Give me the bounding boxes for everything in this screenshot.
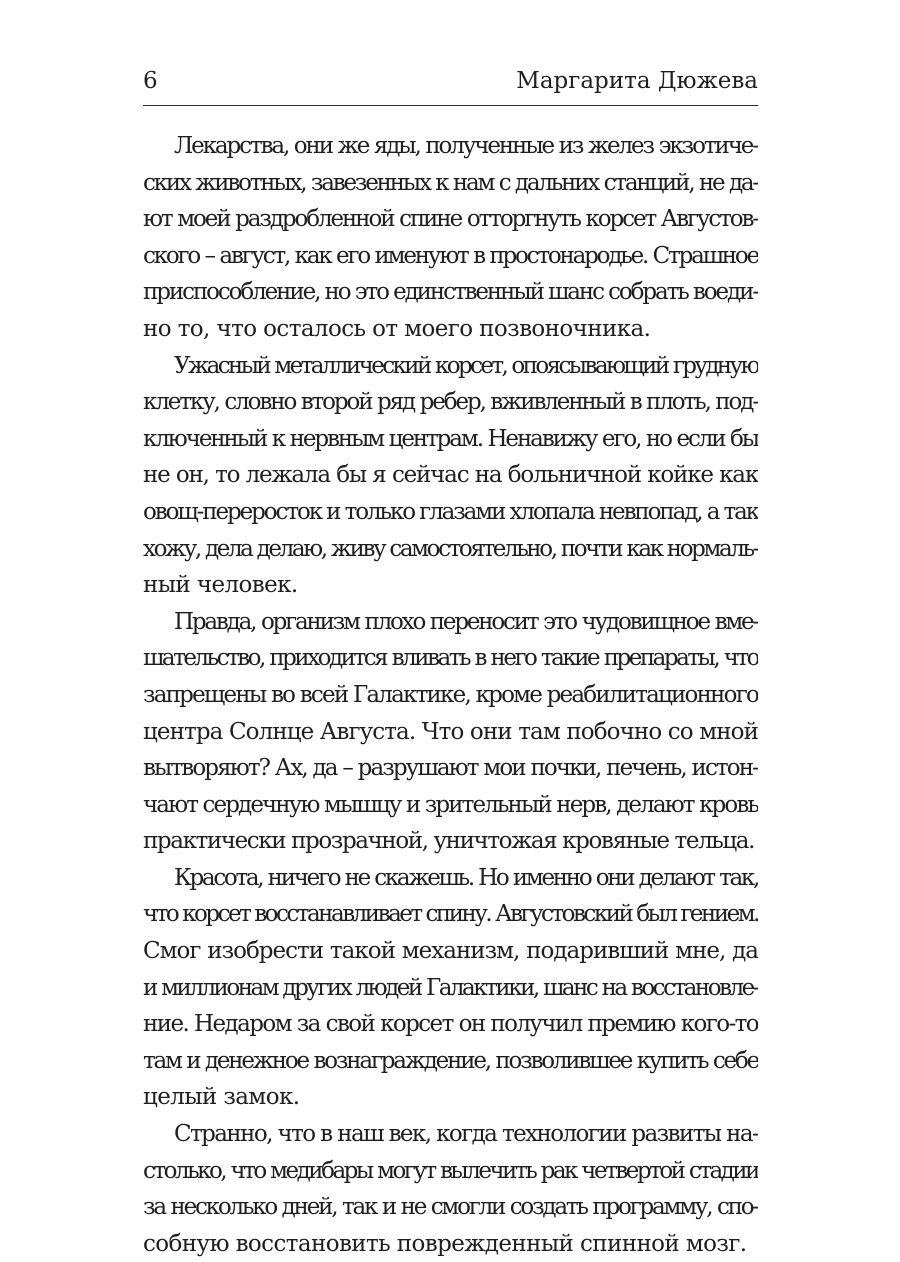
text-line: собную восстановить поврежденный спинной мозг. bbox=[143, 1230, 747, 1257]
text-line: вытворяют? Ах, да – разрушают мои почки, печень, истон- bbox=[143, 755, 758, 782]
text-line: чают сердечную мышцу и зрительный нерв, делают кровь bbox=[143, 791, 758, 818]
page-number: 6 bbox=[143, 68, 158, 94]
text-line: ный человек. bbox=[143, 572, 298, 599]
body-text bbox=[143, 128, 758, 1262]
text-line: запрещены во всей Галактике, кроме реабилитационного bbox=[143, 681, 758, 708]
text-line: что корсет восстанавливает спину. Августовский был гением. bbox=[143, 901, 758, 928]
text-line: ских животных, завезенных к нам с дальних станций, не да- bbox=[143, 169, 758, 196]
text-line: за несколько дней, так и не смогли создать программу, спо- bbox=[143, 1194, 758, 1221]
text-line: клетку, словно второй ряд ребер, вживленный в плоть, под- bbox=[143, 389, 758, 416]
running-header bbox=[143, 68, 758, 98]
text-line: Странно, что в наш век, когда технологии развиты на- bbox=[174, 1121, 758, 1148]
text-line: Ужасный металлический корсет, опоясывающий грудную bbox=[174, 352, 758, 379]
running-header-author: Маргарита Дюжева bbox=[516, 68, 758, 94]
text-line: Правда, организм плохо переносит это чудовищное вме- bbox=[174, 608, 758, 635]
text-line: ского – август, как его именуют в простонародье. Страшное bbox=[143, 242, 758, 269]
text-line: Смог изобрести такой механизм, подаривший мне, да bbox=[143, 938, 758, 965]
text-line: но то, что осталось от моего позвоночника. bbox=[143, 315, 651, 342]
text-line: приспособление, но это единственный шанс собрать воеди- bbox=[143, 279, 758, 306]
text-line: целый замок. bbox=[143, 1084, 300, 1111]
text-line: ключенный к нервным центрам. Ненавижу его, но если бы bbox=[143, 425, 758, 452]
text-line: Лекарства, они же яды, полученные из желез экзотиче- bbox=[174, 133, 758, 159]
text-line: овощ-переросток и только глазами хлопала невпопад, а так bbox=[143, 498, 758, 525]
header-rule bbox=[143, 105, 758, 106]
text-line: не он, то лежала бы я сейчас на больничной койке как bbox=[143, 462, 758, 489]
text-line: хожу, дела делаю, живу самостоятельно, почти как нормаль- bbox=[143, 535, 758, 562]
text-line: столько, что медибары могут вылечить рак четвертой стадии bbox=[143, 1157, 758, 1184]
text-line: там и денежное вознаграждение, позволившее купить себе bbox=[143, 1047, 758, 1074]
text-line: шательство, приходится вливать в него такие препараты, что bbox=[143, 645, 758, 672]
text-line: и миллионам других людей Галактики, шанс на восстановле- bbox=[143, 974, 758, 1001]
text-line: ют моей раздробленной спине отторгнуть корсет Августов- bbox=[143, 206, 758, 233]
text-line: ние. Недаром за свой корсет он получил премию кого-то bbox=[143, 1011, 758, 1038]
text-line: практически прозрачной, уничтожая кровяные тельца. bbox=[143, 828, 755, 855]
text-line: центра Солнце Августа. Что они там побочно со мной bbox=[143, 718, 758, 745]
text-line: Красота, ничего не скажешь. Но именно они делают так, bbox=[174, 864, 758, 891]
